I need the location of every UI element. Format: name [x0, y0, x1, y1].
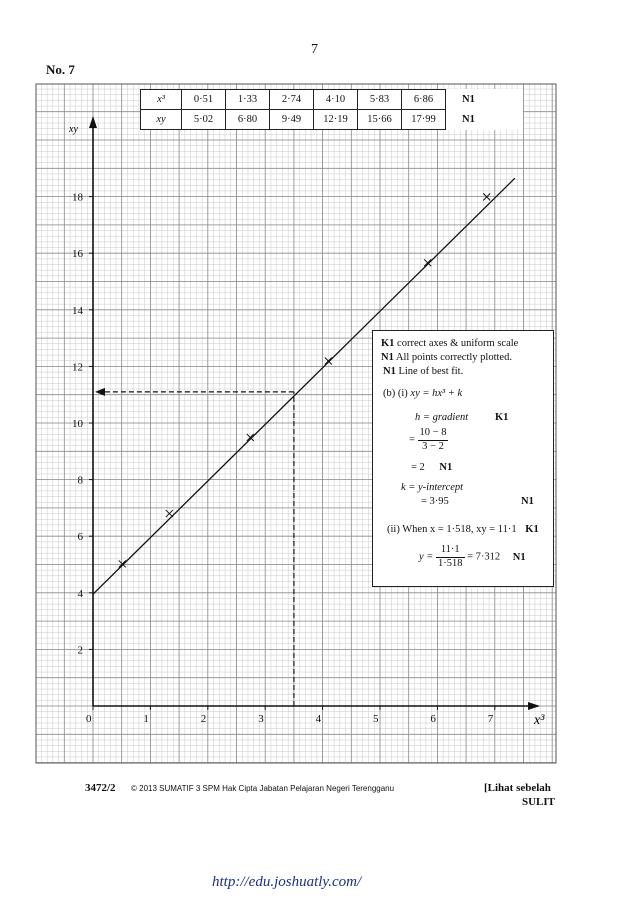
x-tick-label: 1 — [143, 713, 149, 725]
part-ii-text: (ii) When x = 1·518, xy = 11·1 — [387, 524, 517, 535]
page-number: 7 — [311, 42, 318, 57]
scheme-line-axes — [381, 338, 518, 351]
table-cell: 6·86 — [402, 90, 446, 110]
table-cell: 2·74 — [270, 90, 314, 110]
y-axis-label: xy — [69, 124, 78, 135]
data-point — [119, 560, 126, 567]
next-page-note: [Lihat sebelah — [484, 782, 551, 794]
x-tick-label: 4 — [315, 713, 322, 725]
classification-label: SULIT — [522, 796, 556, 808]
data-table — [140, 89, 523, 130]
y-tick-label: 12 — [72, 361, 83, 374]
mark-label: N1 — [383, 366, 396, 377]
mark-label: K1 — [381, 338, 395, 349]
table-cell: 4·10 — [314, 90, 358, 110]
h-value: = 2 — [411, 462, 425, 473]
scheme-text: correct axes & uniform scale — [397, 338, 519, 349]
table-cell: 0·51 — [182, 90, 226, 110]
y-tick-label: 10 — [72, 418, 83, 430]
gradient-result — [411, 462, 452, 475]
read-off-lines — [95, 388, 294, 706]
fraction-numerator: 11·1 — [436, 544, 465, 558]
mark-label: N1 — [521, 496, 534, 507]
table-row — [141, 110, 523, 130]
y-calculation — [419, 544, 526, 570]
table-cell: 15·66 — [358, 110, 402, 130]
y-equals: y = — [419, 551, 434, 563]
mark-label: N1 — [439, 462, 453, 473]
table-row — [141, 90, 523, 110]
table-cell: 17·99 — [402, 110, 446, 130]
mark-label: K1 — [495, 412, 509, 423]
y-tick-label: 2 — [77, 644, 83, 657]
part-ii-line — [387, 524, 539, 537]
table-cell: 6·80 — [226, 110, 270, 130]
mark-label: N1 — [381, 352, 394, 363]
x-tick-label: 2 — [200, 713, 207, 725]
intercept-line: k = y-intercept — [401, 482, 464, 493]
fraction-numerator: 10 − 8 — [418, 427, 449, 441]
scheme-text: Line of best fit. — [398, 366, 464, 377]
answer-scheme-box — [372, 330, 554, 587]
x-tick-label: 0 — [86, 713, 92, 725]
y-tick-label: 4 — [77, 587, 83, 600]
x-tick-label: 5 — [373, 713, 379, 725]
mark-label: K1 — [525, 524, 539, 535]
table-cell: 5·83 — [358, 90, 402, 110]
scheme-line-fit — [383, 366, 463, 379]
part-b-equation — [383, 388, 462, 401]
y-value: = 7·312 — [467, 551, 501, 563]
intercept-value: = 3·95 — [421, 496, 449, 507]
gradient-line — [415, 412, 468, 425]
x-tick-label: 3 — [258, 713, 264, 725]
table-cell: 1·33 — [226, 90, 270, 110]
scheme-text: All points correctly plotted. — [395, 352, 512, 363]
gradient-fraction: = $\frac{10 - 8}{3 - 2}$ — [409, 427, 447, 452]
x-axis-arrow — [528, 702, 540, 710]
mark-label: N1 — [512, 551, 526, 563]
table-cell: 9·49 — [270, 110, 314, 130]
x-tick-label: 7 — [487, 713, 494, 725]
y-tick-label: 6 — [77, 531, 83, 544]
table-header-y: xy — [141, 110, 182, 130]
copyright-notice: © 2013 SUMATIF 3 SPM Hak Cipta Jabatan Pelajaran Negeri Terengganu — [131, 784, 395, 793]
paper-code: 3472/2 — [85, 782, 116, 794]
part-label: (b) (i) — [383, 388, 408, 399]
y-tick-label: 14 — [72, 304, 83, 317]
equation: xy = hx³ + k — [410, 388, 463, 399]
y-tick-label: 16 — [72, 248, 83, 261]
mark-label: N1 — [462, 114, 475, 125]
x-axis-label: x³ — [534, 713, 545, 728]
scheme-line-points — [381, 352, 512, 365]
table-cell: 5·02 — [182, 110, 226, 130]
data-point — [424, 259, 431, 266]
fraction-denominator: 3 − 2 — [422, 440, 444, 452]
fraction-denominator: 1·518 — [438, 557, 463, 569]
question-number: No. 7 — [46, 62, 75, 77]
website-url: http://edu.joshuatly.com/ — [212, 874, 362, 890]
table-header-x: x³ — [141, 90, 182, 110]
table-cell: 12·19 — [314, 110, 358, 130]
y-tick-label: 8 — [77, 474, 83, 487]
mark-label: N1 — [462, 94, 475, 105]
y-axis-arrow — [89, 116, 97, 128]
h-definition: h = gradient — [415, 412, 469, 423]
y-tick-label: 18 — [72, 191, 83, 204]
x-tick-label: 6 — [430, 713, 436, 725]
